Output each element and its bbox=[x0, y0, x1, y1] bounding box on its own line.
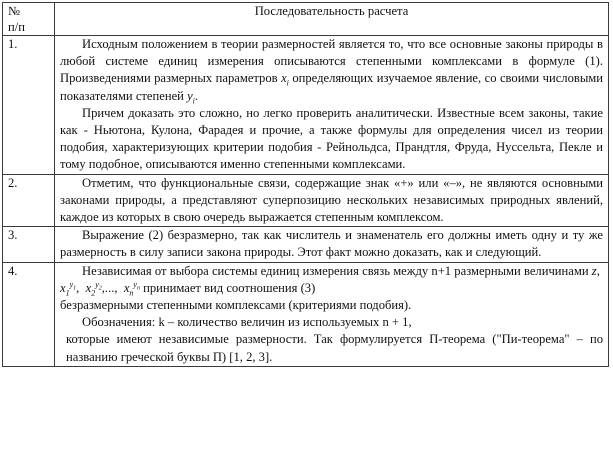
paragraph bbox=[60, 297, 603, 314]
paragraph-text: . bbox=[194, 88, 199, 103]
variable-xn bbox=[123, 279, 140, 298]
paragraph-text: Обозначения: k – количество величин из используемых n + 1, bbox=[82, 315, 412, 330]
paragraph bbox=[60, 314, 603, 331]
paragraph-text: принимает вид соотношения (3) bbox=[139, 280, 316, 295]
row-number-cell bbox=[3, 174, 55, 227]
row-number-cell bbox=[3, 262, 55, 366]
row-number: 4. bbox=[8, 263, 18, 278]
variable-exponent: y bbox=[133, 279, 137, 289]
variable-symbol: x bbox=[85, 280, 92, 295]
table-header-row bbox=[3, 3, 609, 36]
calculation-table bbox=[2, 2, 609, 367]
variable-symbol: x bbox=[281, 71, 287, 86]
row-number: 3. bbox=[8, 228, 18, 243]
row-number: 1. bbox=[8, 37, 18, 51]
formula-ellipsis: ,..., bbox=[101, 280, 118, 295]
paragraph bbox=[60, 227, 603, 261]
header-sequence-cell bbox=[55, 3, 609, 36]
variable-symbol: x bbox=[123, 280, 130, 295]
variable-subscript: 1 bbox=[65, 288, 70, 298]
variable-exponent-subscript: 2 bbox=[98, 285, 102, 292]
row-text-cell bbox=[55, 227, 609, 262]
variable-exponent-subscript: n bbox=[136, 285, 140, 292]
variable-subscript: n bbox=[129, 288, 134, 298]
paragraph-text: определяющих изучаемое явление, со своими числовыми показателями степеней bbox=[60, 71, 603, 103]
row-text-cell bbox=[55, 174, 609, 227]
paragraph bbox=[60, 175, 603, 227]
variable-subscript: 2 bbox=[91, 288, 96, 298]
variable-exponent-subscript: 1 bbox=[73, 285, 77, 292]
paragraph-text: Независимая от выбора системы единиц измерения связь между n+1 размерными величинами bbox=[82, 263, 592, 278]
row-text-cell bbox=[55, 262, 609, 366]
header-sequence-label: Последовательность расчета bbox=[254, 4, 409, 18]
paragraph bbox=[60, 263, 603, 297]
paragraph bbox=[60, 331, 603, 365]
variable-x bbox=[281, 71, 289, 88]
variable-subscript: i bbox=[192, 96, 195, 106]
paragraph-text: безразмерными степенными комплексами (критериями подобия). bbox=[60, 298, 412, 313]
variable-x1 bbox=[60, 279, 77, 298]
row-number-cell bbox=[3, 227, 55, 262]
paragraph-text: Причем доказать это сложно, но легко проверить аналитически. Известные всем законы, такие как - Ньютона, Кулона, Фарадея и прочие, а также формулы для определения чисел из теории подобия, характеризующих критерии подобия - Рейнольдса, Прандтля, Фруда, Нуссельта, Пекле и тому подобное, описываются именно степенными комплексами. bbox=[60, 105, 603, 172]
variable-y bbox=[187, 88, 195, 106]
paragraph-text: которые имеют независимые размерности. Так формулируется П-теорема ("Пи-теорема" – по названию греческой буквы П) [1, 2, 3]. bbox=[66, 332, 603, 364]
paragraph-text: Выражение (2) безразмерно, так как числитель и знаменатель его должны иметь одну и ту же размерность в силу записи закона природы. Этот факт можно доказать, как и следующий. bbox=[60, 228, 603, 260]
row-text-cell bbox=[55, 36, 609, 175]
header-number-cell bbox=[3, 3, 55, 36]
header-number-label: № п/п bbox=[8, 4, 25, 34]
paragraph-text: Отметим, что функциональные связи, содержащие знак «+» или «–», не являются основными законами природы, а представляют суперпозицию нескольких независимых природных явлений, каждое из которых в свою очередь выражается степенным комплексом. bbox=[60, 175, 603, 225]
paragraph bbox=[60, 105, 603, 174]
variable-symbol: x bbox=[60, 280, 66, 295]
table-row bbox=[3, 262, 609, 366]
variable-exponent: y bbox=[69, 279, 74, 289]
row-number: 2. bbox=[8, 175, 18, 190]
paragraph-text: Исходным положением в теории размерностей является то, что все основные законы природы в любой системе единиц измерения описываются степенными комплексами в формуле (1). Произведениями размерных параметров bbox=[60, 37, 603, 86]
variable-symbol: y bbox=[187, 88, 193, 103]
paragraph bbox=[60, 36, 603, 105]
variable-x2 bbox=[85, 279, 102, 298]
variable-z: z bbox=[591, 263, 597, 278]
table-row bbox=[3, 174, 609, 227]
variable-subscript: i bbox=[286, 78, 289, 88]
variable-exponent: y bbox=[95, 279, 99, 289]
table-row bbox=[3, 227, 609, 262]
formula: z, $x_1^{y_1}$, $x_2^{y_2}$,..., $x_n^{y_n}$ bbox=[60, 263, 603, 298]
table-row bbox=[3, 36, 609, 175]
row-number-cell bbox=[3, 36, 55, 175]
